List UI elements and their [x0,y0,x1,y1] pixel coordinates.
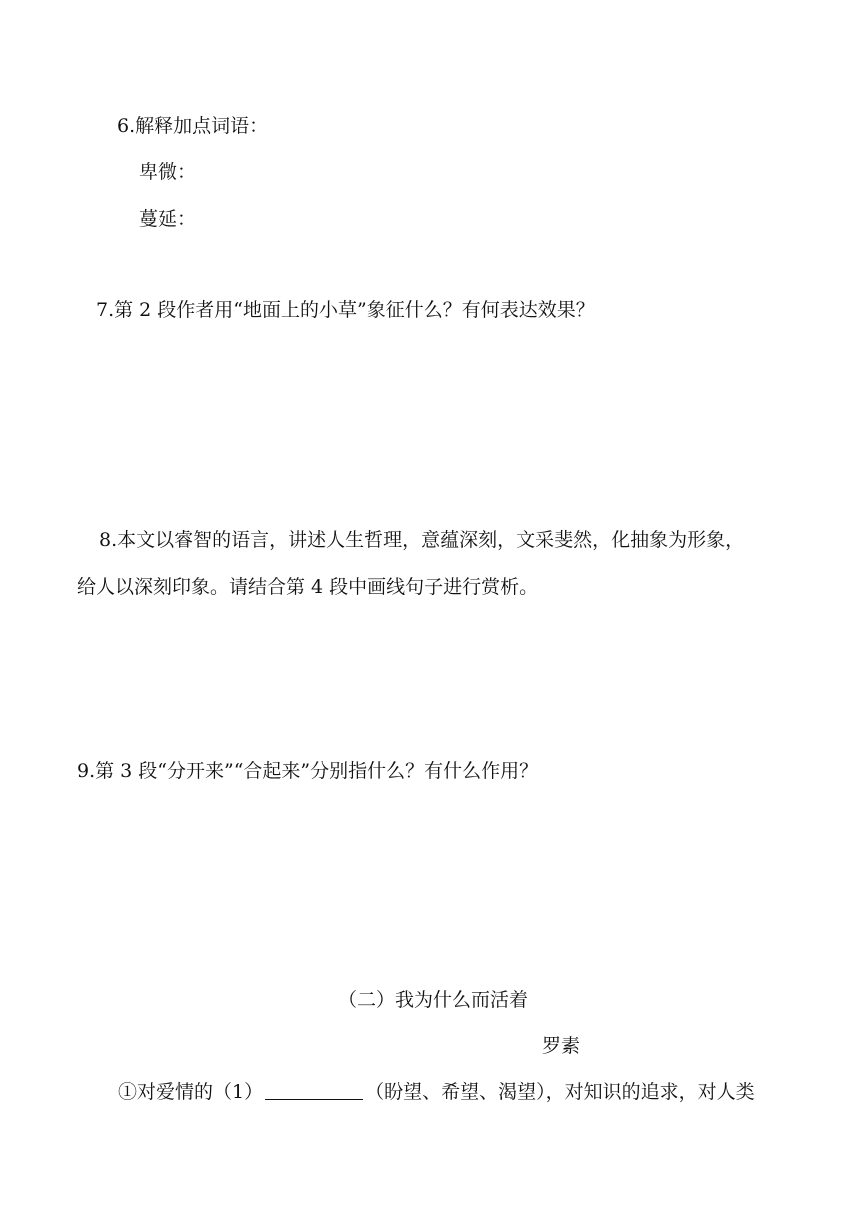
passage-author: 罗素 [542,1035,581,1057]
passage-paragraph-1 [118,1080,755,1104]
q8-line-2: 给人以深刻印象。请结合第 4 段中画线句子进行赏析。 [77,576,539,598]
q8-line-1: 8.本文以睿智的语言，讲述人生哲理，意蕴深刻，文采斐然，化抽象为形象， [99,529,745,551]
para1-suffix: （盼望、希望、渴望），对知识的追求，对人类 [365,1081,755,1103]
q7-text: 7.第 2 段作者用“地面上的小草”象征什么？有何表达效果？ [96,299,595,321]
fill-blank-1[interactable] [265,1081,363,1100]
passage-title: （二）我为什么而活着 [338,989,529,1011]
q9-text: 9.第 3 段“分开来”“合起来”分别指什么？有什么作用？ [77,760,539,782]
q6-heading: 6.解释加点词语： [117,115,269,137]
q6-term-manyan: 蔓延： [139,208,197,230]
para1-prefix: ①对爱情的（1） [118,1081,264,1103]
q6-term-beiwei: 卑微： [139,161,197,183]
